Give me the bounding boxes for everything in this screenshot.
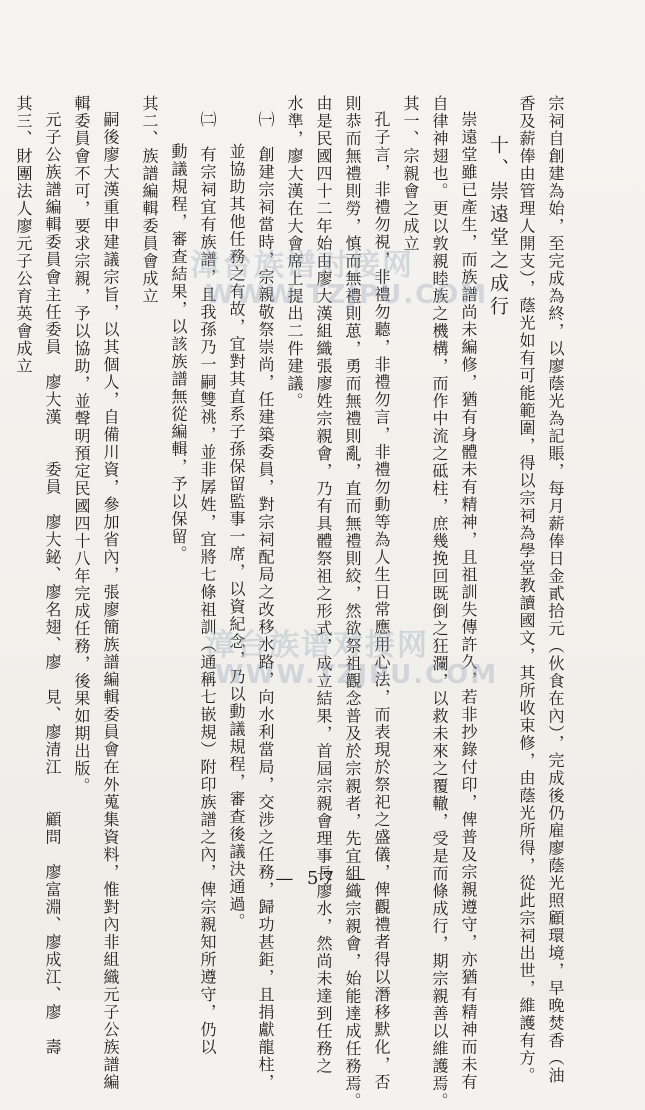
text-column: 則恭而無禮則勞，慎而無禮則葸，勇而無禮則亂，直而無禮則絞，然欲祭祖觀念普及於宗親者，先宜組織宗親會，始能達成任務焉。	[343, 95, 362, 1110]
text-column: 宗祠自創建為始，至完成為終，以廖蔭光為記賬，每月薪俸日金貳拾元（伙食在內），完成後仍雇廖蔭光照顧環境，早晚焚香（油	[546, 95, 565, 1085]
watermark-bottom: 漳台族谱对接网	[205, 628, 429, 663]
text-column: 孔子言，非禮勿視，非禮勿聽，非禮勿言，非禮勿動等為人生日常應用心法，而表現於祭祀之盛儀，俾觀禮者得以潛移默化，否	[372, 111, 391, 1091]
text-column: 水準，廖大漢在大會席上提出二件建議。	[285, 95, 304, 410]
text-column: 自律神翅也。更以敦親睦族之機構，而作中流之砥柱，庶幾挽回既倒之狂瀾，以救未來之覆轍，受是而條成行，期宗親善以維護焉。	[430, 95, 449, 1110]
page-number: — 57 —	[275, 868, 370, 889]
text-column: 十、崇遠堂之成行	[487, 135, 509, 319]
text-column: 其一、宗親會之成立	[401, 95, 420, 253]
vertical-text-body	[14, 95, 570, 1110]
text-column: 其二、族譜編輯委員會成立	[140, 95, 159, 305]
text-column: ㈡ 有宗祠宜有族譜，且我孫乃一嗣雙祧，並非孱姓，宜將七條祖訓（通稱七嵌規）附印族譜之內，俾宗親知所遵守，仍以	[198, 111, 217, 1056]
text-column: 崇遠堂雖已產生，而族譜尚未編修，猶有身體未有精神，且祖訓失傳許久，若非抄錄付印，俾普及宗親遵守，亦猶有精神而未有	[459, 111, 478, 1091]
text-column: 動議規程，審查結果，以該族譜無從編輯，予以保留。	[169, 143, 188, 563]
text-column: 並協助其他任務之有故，宜對其直系子孫保留監事一席，以資紀念，乃以動議規程，審查後議決通過。	[227, 143, 246, 931]
watermark-top-url: WWW.TZJPU.COM	[205, 280, 489, 310]
text-column: 嗣後廖大漢重申建議宗旨，以其個人，自備川資，參加省內，張廖簡族譜編輯委員會在外蒐集資料，惟對內非組織元子公族譜編	[101, 111, 120, 1091]
text-column: 其三、財團法人廖元子公育英會成立	[14, 95, 33, 375]
text-column: ㈠ 創建宗祠當時，宗親敬祭崇尚，任建築委員，對宗祠配局之改移水路，向水利當局，交涉之任務，歸功甚鉅，且捐獻龍柱，	[256, 111, 275, 1091]
text-column: 由是民國四十二年始由廖大漢組織張廖姓宗親會，乃有具體祭祖之形式，成立結果，首屆宗親會理事長廖水，然尚未達到任務之	[314, 95, 333, 1075]
text-column: 元子公族譜編輯委員會主任委員 廖大漢 委員 廖大鉍、廖名翅、廖 見、廖清江 顧問 廖富淵、廖成江、廖 壽	[43, 111, 62, 1056]
text-column: 香及薪俸由管理人開支），蔭光如有可能範圍，得以宗祠為學堂教讀國文，其所收束修，由蔭光所得，從此宗祠出世，維護有方。	[517, 95, 536, 1085]
watermark-top: 漳台族谱对接网	[190, 248, 414, 283]
text-column: 輯委員會不可，要求宗親，予以協助，並聲明預定民國四十八年完成任務，後果如期出版。	[72, 95, 91, 795]
watermark-bottom-url: WWW.TZJPU.COM	[215, 660, 499, 690]
